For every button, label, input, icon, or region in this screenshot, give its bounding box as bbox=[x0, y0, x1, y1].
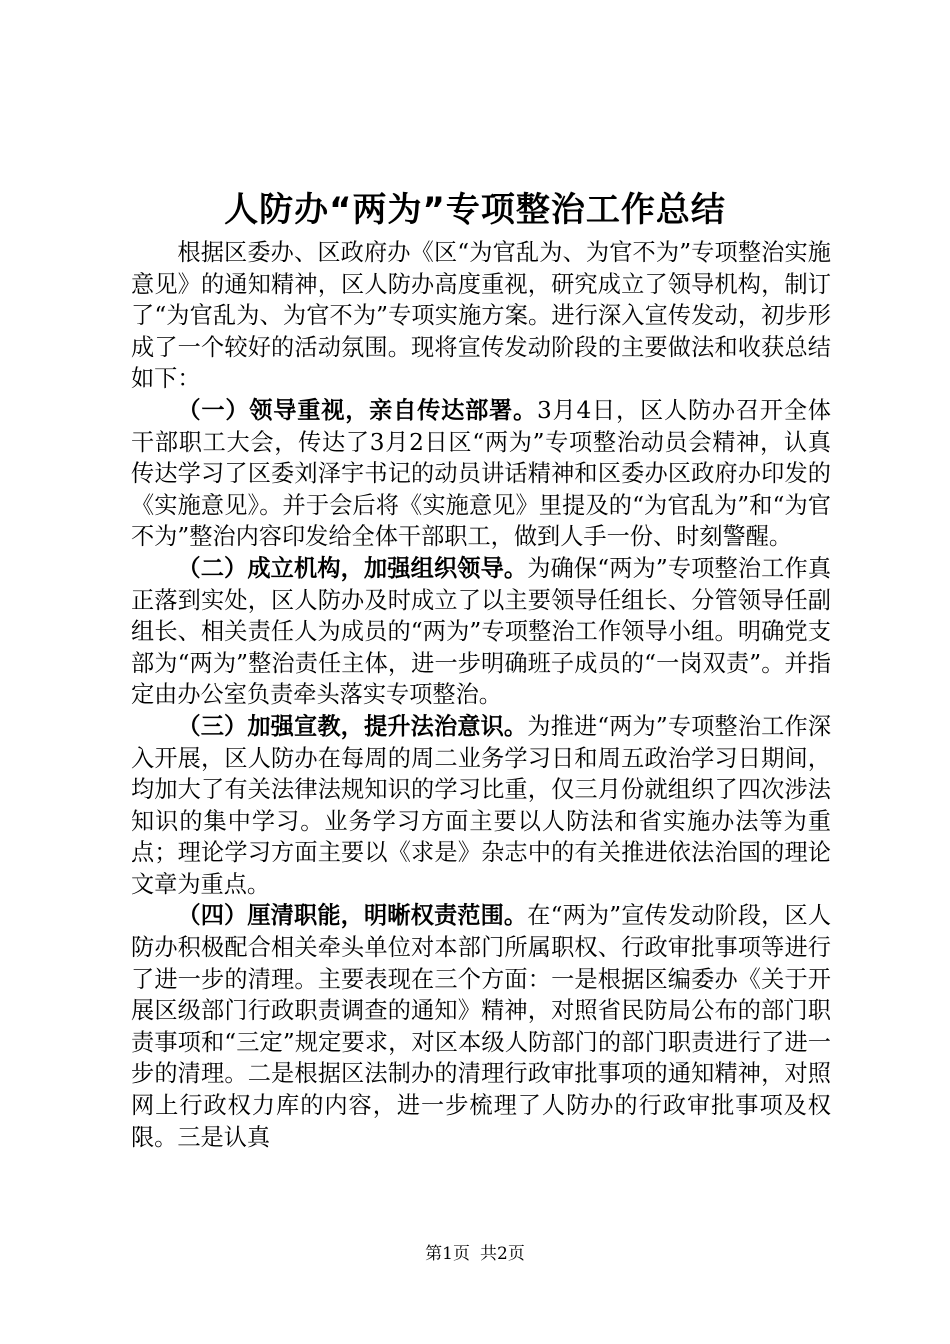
document-body bbox=[131, 237, 831, 1153]
page-number: 第1页 bbox=[425, 1244, 470, 1264]
paragraph-text: 3月4日，区人防办召开全体干部职工大会，传达了3月2日区“两为”专项整治动员会精神，认真传达学习了区委刘泽宇书记的动员讲话精神和区委办区政府办印发的《实施意见》。并于会后将《实施意见》里提及的“为官乱为”和“为官不为”整治内容印发给全体干部职工，做到人手一份、时刻警醒。 bbox=[131, 396, 831, 551]
page-footer bbox=[0, 1243, 950, 1265]
section-heading: （二）成立机构，加强组织领导。 bbox=[177, 554, 528, 582]
paragraph-section-3 bbox=[131, 711, 831, 901]
section-heading: （一）领导重视，亲自传达部署。 bbox=[177, 396, 537, 424]
section-heading: （四）厘清职能，明晰权责范围。 bbox=[177, 902, 528, 930]
paragraph-intro bbox=[131, 237, 831, 395]
paragraph-text: 为推进“两为”专项整治工作深入开展，区人防办在每周的周二业务学习日和周五政治学习日期间，均加大了有关法律法规知识的学习比重，仅三月份就组织了四次涉法知识的集中学习。业务学习方面主要以人防法和省实施办法等为重点；理论学习方面主要以《求是》杂志中的有关推进依法治国的理论文章为重点。 bbox=[131, 712, 831, 898]
paragraph-text: 为确保“两为”专项整治工作真正落到实处，区人防办及时成立了以主要领导任组长、分管领导任副组长、相关责任人为成员的“两为”专项整治工作领导小组。明确党支部为“两为”整治责任主体，进一步明确班子成员的“一岗双责”。并指定由办公室负责牵头落实专项整治。 bbox=[131, 554, 831, 709]
paragraph-text: 在“两为”宣传发动阶段，区人防办积极配合相关牵头单位对本部门所属职权、行政审批事项等进行了进一步的清理。主要表现在三个方面：一是根据区编委办《关于开展区级部门行政职责调查的通知》精神，对照省民防局公布的部门职责事项和“三定”规定要求，对区本级人防部门的部门职责进行了进一步的清理。二是根据区法制办的清理行政审批事项的通知精神，对照网上行政权力库的内容，进一步梳理了人防办的行政审批事项及权限。三是认真 bbox=[131, 902, 831, 1151]
document-title: 人防办“两为”专项整治工作总结 bbox=[224, 190, 726, 230]
paragraph-section-1 bbox=[131, 395, 831, 553]
paragraph-text: 根据区委办、区政府办《区“为官乱为、为官不为”专项整治实施意见》的通知精神，区人防办高度重视，研究成立了领导机构，制订了“为官乱为、为官不为”专项实施方案。进行深入宣传发动，初步形成了一个较好的活动氛围。现将宣传发动阶段的主要做法和收获总结如下： bbox=[131, 239, 831, 393]
page-total: 共2页 bbox=[480, 1244, 525, 1264]
section-heading: （三）加强宣教，提升法治意识。 bbox=[177, 712, 528, 740]
paragraph-section-2 bbox=[131, 553, 831, 711]
paragraph-section-4 bbox=[131, 900, 831, 1153]
